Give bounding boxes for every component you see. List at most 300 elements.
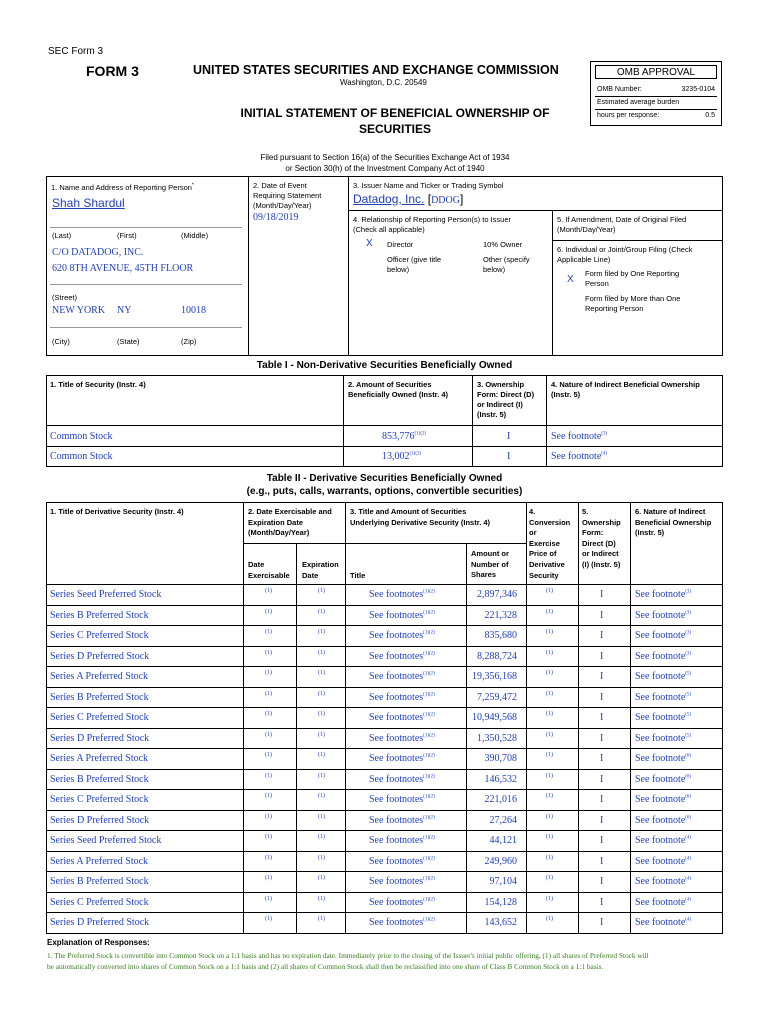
table2-ownership-form: I [600, 896, 604, 908]
table2-nature [635, 774, 691, 785]
table1-ownership-form: I [507, 451, 511, 462]
officer-label-line2: below) [387, 265, 410, 274]
table2-col-conversion-line3: or [529, 528, 537, 538]
relationship-label [353, 215, 511, 235]
table2-date-exercisable: (1) [265, 588, 272, 594]
table2-derivative-title: Series C Preferred Stock [50, 794, 149, 805]
table2-col-underlying [350, 507, 490, 528]
table1-nature [551, 451, 607, 462]
table2-nature-footnote: (4) [685, 856, 692, 862]
table2-ownership-form: I [600, 712, 604, 723]
table2-underlying-title [369, 651, 435, 662]
table2-col-amount-line2: Number of [471, 559, 509, 569]
table2-row [0, 770, 770, 791]
explanation-note-1-line1: 1. The Preferred Stock is convertible into Common Stock on a 1:1 basis and has no expiration date. Immediately prior to the closing of the Issuer's initial public offering, (1) all shares of Preferred Stock will [47, 951, 649, 960]
director-label: Director [387, 240, 414, 249]
table2-col-conversion-line4: Exercise [529, 538, 560, 548]
table1-col-form-line2: Form: Direct (D) [477, 390, 535, 399]
table1-col-title: 1. Title of Security (Instr. 4) [50, 380, 146, 389]
table2-nature [635, 589, 691, 600]
table2-underlying-footnote: (1)(2) [423, 733, 435, 739]
table2-row [0, 913, 770, 934]
filed-pursuant-line1: Filed pursuant to Section 16(a) of the Securities Exchange Act of 1934 [260, 153, 510, 162]
table2-underlying-footnote: (1)(2) [423, 712, 435, 718]
table2-nature-text: See footnote [635, 630, 686, 641]
table2-col-ownership-line3: Form: [582, 528, 604, 538]
table2-nature-text: See footnote [635, 609, 686, 621]
filed-pursuant [200, 152, 570, 174]
table2-underlying-title [369, 856, 435, 867]
address-line1: C/O DATADOG, INC. [52, 247, 144, 258]
table2-nature-text: See footnote [635, 732, 686, 744]
omb-number-label: OMB Number: [597, 86, 642, 93]
reporting-person-label [51, 183, 194, 192]
event-date-label [253, 181, 321, 211]
table2-row [0, 811, 770, 832]
table2-underlying-title [369, 712, 435, 723]
table2-ownership-form: I [600, 609, 604, 621]
table1-nature-footnote: (4) [601, 451, 608, 457]
table2-amount-shares: 154,128 [484, 896, 517, 908]
table2-underlying-title-text: See footnotes [369, 732, 424, 744]
table2-underlying-title [369, 692, 435, 703]
one-person-label-line2: Person [585, 279, 609, 288]
table2-ownership-form: I [600, 753, 604, 764]
explanation-note-1 [47, 950, 727, 972]
issuer-name[interactable]: Datadog, Inc. [353, 192, 425, 206]
table2-col-ownership-line2: Ownership [582, 517, 621, 527]
address-line2: 620 8TH AVENUE, 45TH FLOOR [52, 263, 194, 274]
table1-col-form-line3: or Indirect (I) [477, 400, 523, 409]
table2-nature-text: See footnote [635, 896, 686, 908]
director-check-mark[interactable]: X [366, 238, 373, 249]
table1-nature-text: See footnote [551, 431, 602, 442]
table2-nature-text: See footnote [635, 589, 686, 600]
table2-date-exercisable: (1) [265, 690, 272, 697]
table2-nature [635, 876, 691, 887]
table2-underlying-title [369, 917, 435, 928]
table2-derivative-title: Series D Preferred Stock [50, 650, 150, 662]
table2-expiration-date: (1) [318, 608, 325, 615]
table2-ownership-form: I [600, 630, 604, 641]
table2-ownership-form: I [600, 814, 604, 826]
table2-underlying-title-text: See footnotes [369, 691, 424, 703]
table2-underlying-title [369, 897, 435, 908]
table2-row [0, 688, 770, 709]
state-label: (State) [117, 337, 140, 346]
city-value: NEW YORK [52, 305, 106, 316]
table1-security-title: Common Stock [50, 431, 113, 442]
table1-amount [382, 431, 426, 442]
table2-ownership-form: I [600, 794, 604, 805]
table2-amount-shares: 44,121 [489, 835, 517, 846]
table2-amount-shares: 835,680 [484, 630, 517, 641]
table2-derivative-title: Series Seed Preferred Stock [50, 835, 162, 846]
table2-nature-text: See footnote [635, 753, 686, 764]
table2-nature [635, 815, 691, 826]
table2-row [0, 852, 770, 873]
table1-amount-value: 13,002 [382, 451, 410, 462]
table2-col-dates-line2: Expiration Date [248, 517, 304, 527]
table2-nature-footnote: (4) [685, 897, 692, 903]
ticker-close: ] [459, 192, 464, 206]
amendment-label-line2: (Month/Day/Year) [557, 225, 616, 234]
table1-title: Table I - Non-Derivative Securities Beneficially Owned [256, 360, 513, 371]
issuer-ticker: DDOG [431, 195, 460, 206]
table1-col-amount-line1: 2. Amount of Securities [348, 380, 432, 389]
amendment-label [557, 215, 686, 235]
table2-nature-footnote: (5) [685, 712, 692, 718]
event-label-line3: (Month/Day/Year) [253, 201, 312, 210]
table2-underlying-title-text: See footnotes [369, 794, 424, 805]
table2-title [46, 472, 723, 498]
city-label: (City) [52, 337, 70, 346]
zip-value: 10018 [181, 305, 206, 316]
table2-date-exercisable: (1) [265, 813, 272, 820]
table2-underlying-footnote: (1)(2) [423, 651, 435, 657]
table1-row [0, 446, 770, 466]
table2-expiration-date: (1) [318, 711, 325, 717]
table2-col-ownership [582, 507, 621, 571]
table2-date-exercisable: (1) [265, 854, 272, 861]
table2-row [0, 667, 770, 688]
more-persons-label-line1: Form filed by More than One [585, 294, 681, 303]
ticker-open: [ [427, 192, 432, 206]
amendment-label-line1: 5. If Amendment, Date of Original Filed [557, 215, 687, 224]
filed-pursuant-line2: or Section 30(h) of the Investment Company Act of 1940 [285, 164, 485, 173]
table2-amount-shares: 249,960 [484, 855, 517, 867]
table2-underlying-title-text: See footnotes [369, 589, 424, 600]
table2-col-conversion-line7: Security [529, 570, 559, 580]
table1-amount [382, 451, 421, 462]
omb-approval-box [590, 61, 722, 126]
omb-burden-label: Estimated average burden [597, 99, 680, 106]
table2-ownership-form: I [600, 671, 604, 682]
table2-ownership-form: I [600, 589, 604, 600]
table2-row [0, 606, 770, 627]
table2-nature-footnote: (4) [685, 835, 692, 841]
table2-nature [635, 794, 691, 805]
zip-label: (Zip) [181, 337, 197, 346]
table2-nature [635, 835, 691, 846]
table2-underlying-footnote: (1)(2) [423, 692, 435, 698]
one-person-check-mark[interactable]: X [567, 274, 574, 285]
table2-expiration-date: (1) [318, 793, 325, 799]
table2-nature [635, 671, 691, 682]
table2-nature-footnote: (5) [685, 733, 692, 739]
table2-amount-shares: 390,708 [484, 753, 517, 764]
table2-underlying-title [369, 733, 435, 744]
table2-underlying-title [369, 589, 435, 600]
table2-underlying-title-text: See footnotes [369, 876, 424, 887]
table2-date-exercisable: (1) [265, 731, 272, 738]
state-value: NY [117, 305, 132, 316]
table2-underlying-footnote: (1)(2) [423, 856, 435, 862]
table2-row [0, 626, 770, 647]
event-label-line2: Requiring Statement [253, 191, 322, 200]
table2-derivative-title: Series C Preferred Stock [50, 896, 149, 908]
table2-underlying-title [369, 876, 435, 887]
table2-col-nature-line1: 6. Nature of Indirect [635, 507, 706, 516]
explanation-title: Explanation of Responses: [47, 938, 150, 947]
table1-security-title: Common Stock [50, 451, 113, 462]
table2-underlying-title-text: See footnotes [369, 753, 424, 764]
table2-expiration-date: (1) [318, 588, 325, 594]
table2-col-underlying-line2: Underlying Derivative Security (Instr. 4) [350, 517, 491, 527]
table2-expiration-date: (1) [318, 649, 325, 656]
table2-underlying-footnote: (1)(2) [423, 589, 435, 595]
table2-row [0, 872, 770, 893]
explanation-note-1-line2: be automatically converted into shares of Common Stock on a 1:1 basis and (2) all shares of Common Stock shall then be reclassified into one share of Class B Common Stock on a 1:1 basis. [47, 962, 604, 971]
table2-nature-text: See footnote [635, 876, 686, 887]
table2-nature-text: See footnote [635, 917, 686, 928]
table2-nature-text: See footnote [635, 835, 686, 846]
table2-title-line2: (e.g., puts, calls, warrants, options, convertible securities) [246, 486, 523, 497]
table2-conversion-price: (1) [546, 588, 553, 594]
issuer-label: 3. Issuer Name and Ticker or Trading Symbol [353, 181, 504, 190]
table2-col-ownership-line4: Direct (D) [582, 538, 616, 548]
table1-nature [551, 431, 607, 442]
table2-nature-footnote: (4) [685, 917, 692, 923]
table2-underlying-title-text: See footnotes [369, 917, 424, 928]
table2-underlying-title-text: See footnotes [369, 671, 424, 682]
table2-underlying-title-text: See footnotes [369, 630, 424, 641]
table2-nature-footnote: (5) [685, 692, 692, 698]
table2-underlying-footnote: (1)(2) [423, 774, 435, 780]
table2-underlying-title [369, 753, 435, 764]
table2-col-date-exercisable [248, 560, 290, 581]
table2-row [0, 893, 770, 914]
table2-amount-shares: 143,652 [484, 917, 517, 928]
issuer-line [353, 192, 463, 206]
event-label-line1: 2. Date of Event [253, 181, 307, 190]
filing-label-line1: 6. Individual or Joint/Group Filing (Check [557, 245, 693, 254]
table2-underlying-title [369, 794, 435, 805]
table2-derivative-title: Series B Preferred Stock [50, 609, 149, 621]
table2-date-exercisable: (1) [265, 608, 272, 615]
table2-nature-text: See footnote [635, 671, 686, 682]
table2-date-exercisable: (1) [265, 629, 272, 635]
table2-date-exercisable: (1) [265, 752, 272, 758]
one-person-label-line1: Form filed by One Reporting [585, 269, 680, 278]
table2-expiration-date: (1) [318, 895, 325, 902]
city-label: Washington, D.C. 20549 [340, 78, 427, 87]
table2-derivative-title: Series B Preferred Stock [50, 773, 149, 785]
table2-underlying-title [369, 774, 435, 785]
table2-underlying-footnote: (1)(2) [423, 876, 435, 882]
street-label: (Street) [52, 293, 78, 302]
reporting-person-label-mark: * [191, 182, 194, 189]
table1-col-nature-line1: 4. Nature of Indirect Beneficial Ownership [551, 380, 700, 389]
table2-col-dates-line3: (Month/Day/Year) [248, 528, 310, 537]
relationship-label-line2: (Check all applicable) [353, 225, 425, 234]
table2-row [0, 647, 770, 668]
table2-conversion-price: (1) [546, 690, 553, 697]
table2-underlying-footnote: (1)(2) [423, 671, 435, 677]
table2-derivative-title: Series C Preferred Stock [50, 630, 149, 641]
table1-row [0, 426, 770, 446]
commission-title: UNITED STATES SECURITIES AND EXCHANGE COMMISSION [193, 63, 559, 77]
table2-expiration-date: (1) [318, 629, 325, 635]
table2-amount-shares: 27,264 [489, 814, 517, 826]
filing-label-line2: Applicable Line) [557, 255, 611, 264]
omb-hours-label: hours per response: [597, 112, 660, 119]
table2-col-conversion-line5: Price of [529, 549, 557, 559]
table2-col-conversion-line1: 4. [529, 507, 536, 516]
table2-col-expiration-line1: Expiration [302, 560, 339, 569]
table2-conversion-price: (1) [546, 772, 553, 779]
table2-conversion-price: (1) [546, 711, 553, 717]
table2-conversion-price: (1) [546, 834, 553, 840]
table2-nature-footnote: (4) [685, 876, 692, 882]
reporting-person-name[interactable]: Shah Shardul [52, 196, 125, 210]
table1-amount-footnote: (1)(2) [409, 451, 422, 457]
relationship-label-line1: 4. Relationship of Reporting Person(s) to Issuer [353, 215, 511, 224]
table2-nature-footnote: (6) [685, 774, 692, 780]
table2-underlying-footnote: (1)(2) [423, 917, 435, 923]
table2-underlying-title-text: See footnotes [369, 773, 424, 785]
table2-conversion-price: (1) [546, 813, 553, 820]
table2-date-exercisable: (1) [265, 916, 272, 922]
table1-col-form-line1: 3. Ownership [477, 380, 525, 389]
table2-nature-footnote: (3) [685, 630, 692, 636]
table2-ownership-form: I [600, 855, 604, 867]
table2-expiration-date: (1) [318, 834, 325, 840]
table2-derivative-title: Series A Preferred Stock [50, 753, 149, 764]
table2-nature-text: See footnote [635, 650, 686, 662]
other-label-line1: Other (specify [483, 255, 530, 264]
table1-col-nature-line2: (Instr. 5) [551, 390, 581, 399]
table2-derivative-title: Series D Preferred Stock [50, 814, 150, 826]
table2-underlying-title-text: See footnotes [369, 814, 424, 826]
table1-ownership-form: I [507, 431, 511, 442]
table2-nature-text: See footnote [635, 814, 686, 826]
table2-expiration-date: (1) [318, 875, 325, 881]
table2-underlying-title [369, 815, 435, 826]
table2-expiration-date: (1) [318, 690, 325, 697]
table2-ownership-form: I [600, 876, 604, 887]
table2-col-conversion-line6: Derivative [529, 559, 565, 569]
table2-ownership-form: I [600, 691, 604, 703]
table2-nature-footnote: (3) [685, 651, 692, 657]
table2-col-nature [635, 507, 711, 539]
table2-nature-footnote: (3) [685, 589, 692, 595]
table2-amount-shares: 7,259,472 [477, 691, 517, 703]
table2-underlying-title [369, 835, 435, 846]
filing-label [557, 245, 692, 265]
table2-underlying-footnote: (1)(2) [423, 610, 435, 616]
table2-nature [635, 630, 691, 641]
middle-label: (Middle) [181, 231, 209, 240]
table2-conversion-price: (1) [546, 731, 553, 738]
table2-date-exercisable: (1) [265, 670, 272, 676]
table2-col-conversion [529, 507, 570, 581]
table2-amount-shares: 10,949,568 [472, 712, 517, 723]
table2-nature-text: See footnote [635, 691, 686, 703]
ten-percent-owner-label: 10% Owner [483, 240, 523, 249]
table2-derivative-title: Series D Preferred Stock [50, 917, 150, 928]
table2-nature [635, 753, 691, 764]
table2-underlying-footnote: (1)(2) [423, 753, 435, 759]
sec-form-label: SEC Form 3 [48, 46, 104, 57]
table2-expiration-date: (1) [318, 772, 325, 779]
table2-expiration-date: (1) [318, 670, 325, 676]
table2-nature-footnote: (5) [685, 671, 692, 677]
table1-col-amount-line2: Beneficially Owned (Instr. 4) [348, 390, 449, 399]
table2-date-exercisable: (1) [265, 649, 272, 656]
table2-derivative-title: Series B Preferred Stock [50, 876, 149, 887]
more-persons-label-line2: Reporting Person [585, 304, 644, 313]
table2-conversion-price: (1) [546, 895, 553, 902]
table2-conversion-price: (1) [546, 875, 553, 881]
table2-date-exercisable: (1) [265, 772, 272, 779]
table2-col-ownership-line1: 5. [582, 507, 589, 516]
table2-ownership-form: I [600, 650, 604, 662]
table2-row [0, 585, 770, 606]
table2-derivative-title: Series C Preferred Stock [50, 712, 149, 723]
table2-underlying-title-text: See footnotes [369, 835, 424, 846]
other-label-line2: below) [483, 265, 506, 274]
table2-nature-text: See footnote [635, 773, 686, 785]
form-title: FORM 3 [86, 63, 139, 79]
table2-col-expiration [302, 560, 339, 581]
table2-derivative-title: Series A Preferred Stock [50, 671, 149, 682]
table2-nature [635, 856, 691, 867]
table1-col-form [477, 380, 534, 420]
table2-conversion-price: (1) [546, 854, 553, 861]
table2-row [0, 708, 770, 729]
table2-nature [635, 712, 691, 723]
table2-amount-shares: 97,104 [489, 876, 517, 887]
table2-col-dates-line1: 2. Date Exercisable and [248, 507, 332, 516]
table1-amount-footnote: (1)(2) [414, 431, 427, 437]
table2-conversion-price: (1) [546, 793, 553, 799]
table1-nature-footnote: (3) [601, 431, 608, 437]
table2-row [0, 790, 770, 811]
table2-nature [635, 610, 691, 621]
table2-underlying-title-text: See footnotes [369, 855, 424, 867]
table2-date-exercisable: (1) [265, 875, 272, 881]
event-date-value: 09/18/2019 [253, 212, 299, 223]
table2-derivative-title: Series D Preferred Stock [50, 732, 150, 744]
other-label [483, 255, 530, 275]
table2-col-amount [471, 549, 509, 581]
omb-number-value: 3235-0104 [681, 86, 715, 93]
table2-date-exercisable: (1) [265, 834, 272, 840]
table2-ownership-form: I [600, 732, 604, 744]
table2-underlying-title-text: See footnotes [369, 650, 424, 662]
table2-underlying-title [369, 671, 435, 682]
table2-expiration-date: (1) [318, 731, 325, 738]
omb-title: OMB APPROVAL [595, 65, 717, 79]
table2-underlying-title [369, 630, 435, 641]
table2-col-amount-line1: Amount or [471, 549, 509, 558]
statement-title-line2: SECURITIES [358, 122, 431, 136]
table2-date-exercisable: (1) [265, 895, 272, 902]
table2-nature [635, 917, 691, 928]
omb-hours-value: 0.5 [705, 112, 715, 119]
table2-underlying-footnote: (1)(2) [423, 630, 435, 636]
table2-col-expiration-line2: Date [302, 570, 319, 580]
table2-underlying-title-text: See footnotes [369, 712, 424, 723]
table2-conversion-price: (1) [546, 916, 553, 922]
table2-conversion-price: (1) [546, 649, 553, 656]
table2-amount-shares: 8,288,724 [477, 650, 517, 662]
table2-nature-footnote: (6) [685, 753, 692, 759]
last-label: (Last) [52, 231, 72, 240]
table2-nature [635, 897, 691, 908]
officer-label [387, 255, 441, 275]
